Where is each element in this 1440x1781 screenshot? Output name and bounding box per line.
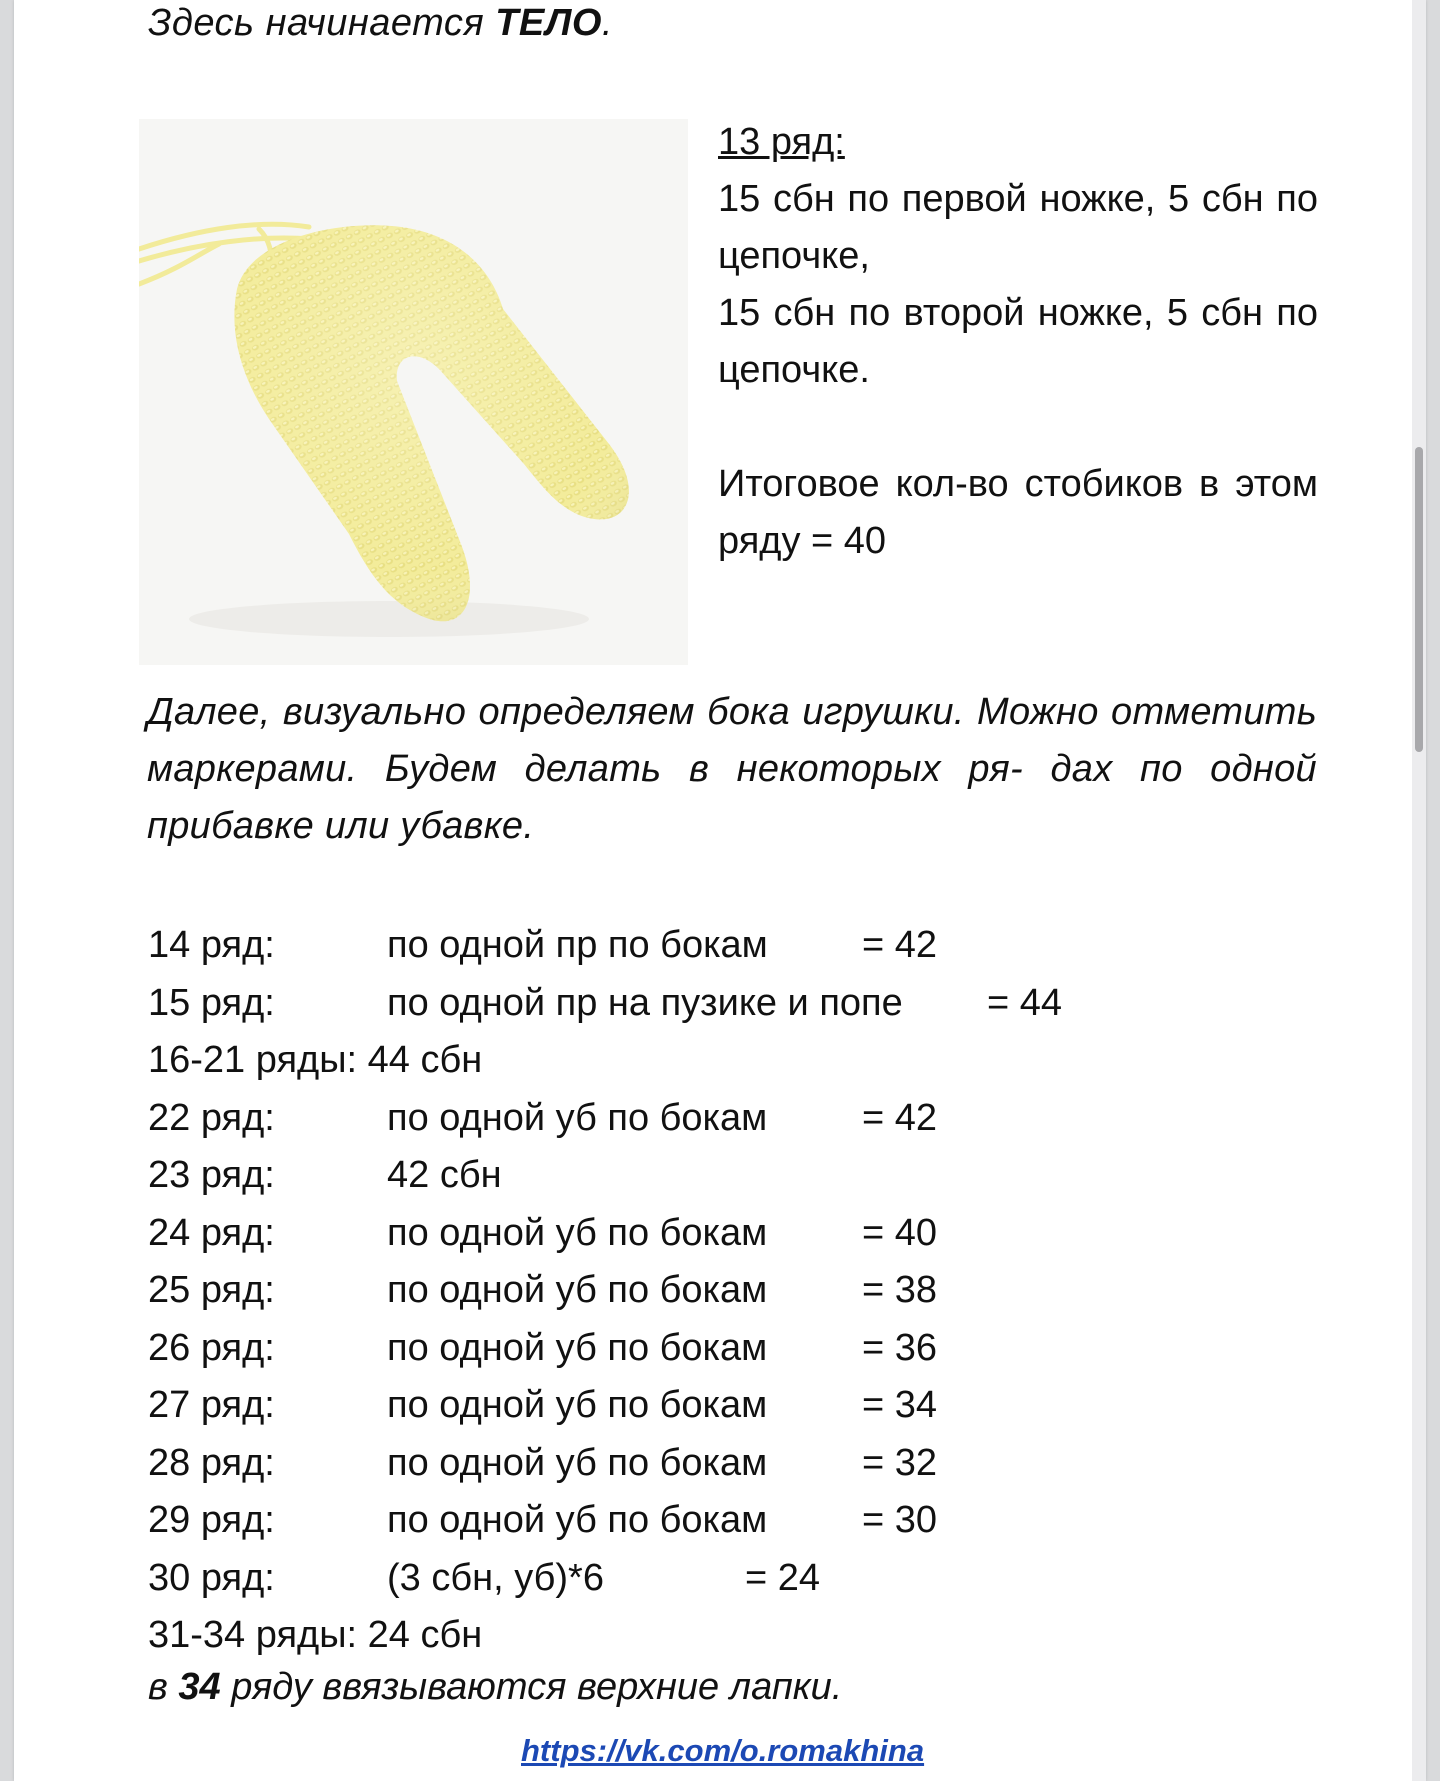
table-row: [148, 1262, 1318, 1320]
table-row: [148, 1090, 1318, 1148]
row-description: по одной уб по бокам: [387, 1326, 768, 1369]
table-row: [148, 1320, 1318, 1378]
section-intro: Здесь начинается ТЕЛО.: [148, 2, 613, 44]
row-label: 29 ряд:: [148, 1499, 275, 1541]
table-row: [148, 1205, 1318, 1263]
row-inline-text: 31-34 ряды: 24 сбн: [148, 1614, 483, 1656]
row-label: 15 ряд:: [148, 981, 275, 1024]
row-total: = 38: [862, 1269, 938, 1311]
row-label: 22 ряд:: [148, 1096, 275, 1139]
row-label: 14 ряд:: [148, 924, 275, 966]
row-13-title: 13 ряд:: [718, 121, 845, 163]
row-description: по одной уб по бокам: [387, 1384, 768, 1426]
row-description: по одной уб по бокам: [387, 1499, 768, 1541]
table-row: [148, 1032, 1318, 1090]
row-description: по одной уб по бокам: [387, 1211, 768, 1254]
instructions-paragraph: Далее, визуально определяем бока игрушки. Можно отметить маркерами. Будем делать в некоторых ря- дах по одной прибавке или убавке.: [147, 691, 1317, 847]
final-note-bold: 34: [178, 1666, 221, 1708]
row-description: (3 сбн, уб)*6: [387, 1556, 604, 1599]
row-total: = 24: [745, 1556, 821, 1599]
table-row: [148, 975, 1318, 1033]
row-total: = 42: [862, 1096, 938, 1139]
row-label: 25 ряд:: [148, 1269, 275, 1311]
scrollbar[interactable]: [1412, 0, 1426, 1781]
row-description: по одной уб по бокам: [387, 1096, 768, 1139]
row-description: по одной пр по бокам: [387, 924, 768, 966]
row-13-line-2: 15 сбн по второй ножке, 5 сбн по цепочке.: [718, 292, 1318, 391]
row-description: по одной уб по бокам: [387, 1269, 768, 1311]
row-description: по одной уб по бокам: [387, 1441, 768, 1484]
section-title-bold: ТЕЛО: [495, 2, 602, 44]
final-note: в 34 ряду ввязываются верхние лапки.: [148, 1666, 843, 1708]
table-row: [148, 1377, 1318, 1435]
row-label: 27 ряд:: [148, 1384, 275, 1426]
row-total: = 44: [987, 981, 1063, 1024]
scrollbar-thumb[interactable]: [1415, 447, 1423, 752]
row-label: 24 ряд:: [148, 1211, 275, 1254]
row-total: = 42: [862, 924, 938, 966]
row-label: 23 ряд:: [148, 1154, 275, 1196]
table-row: [148, 1492, 1318, 1550]
row-total: = 40: [862, 1211, 938, 1254]
table-row: [148, 1147, 1318, 1205]
table-row: [148, 1607, 1318, 1665]
row-13-block: [718, 114, 1318, 570]
document-page: [14, 0, 1426, 1781]
table-row: [148, 1550, 1318, 1608]
row-total: = 36: [862, 1326, 938, 1369]
row-total: = 30: [862, 1499, 938, 1541]
row-label: 26 ряд:: [148, 1326, 275, 1369]
row-total: = 32: [862, 1441, 938, 1484]
crochet-body-photo: [139, 119, 688, 665]
row-label: 30 ряд:: [148, 1556, 275, 1599]
vk-link[interactable]: https://vk.com/o.romakhina: [521, 1733, 925, 1768]
table-row: [148, 1435, 1318, 1493]
row-description: 42 сбн: [387, 1154, 502, 1196]
row-13-total: Итоговое кол-во стобиков в этом ряду = 40: [718, 463, 1318, 562]
row-13-line-1: 15 сбн по первой ножке, 5 сбн по цепочке,: [718, 178, 1318, 277]
rows-list: [148, 917, 1318, 1665]
row-label: 28 ряд:: [148, 1441, 275, 1484]
row-total: = 34: [862, 1384, 938, 1426]
table-row: [148, 917, 1318, 975]
row-inline-text: 16-21 ряды: 44 сбн: [148, 1039, 483, 1081]
row-description: по одной пр на пузике и попе: [387, 981, 903, 1024]
